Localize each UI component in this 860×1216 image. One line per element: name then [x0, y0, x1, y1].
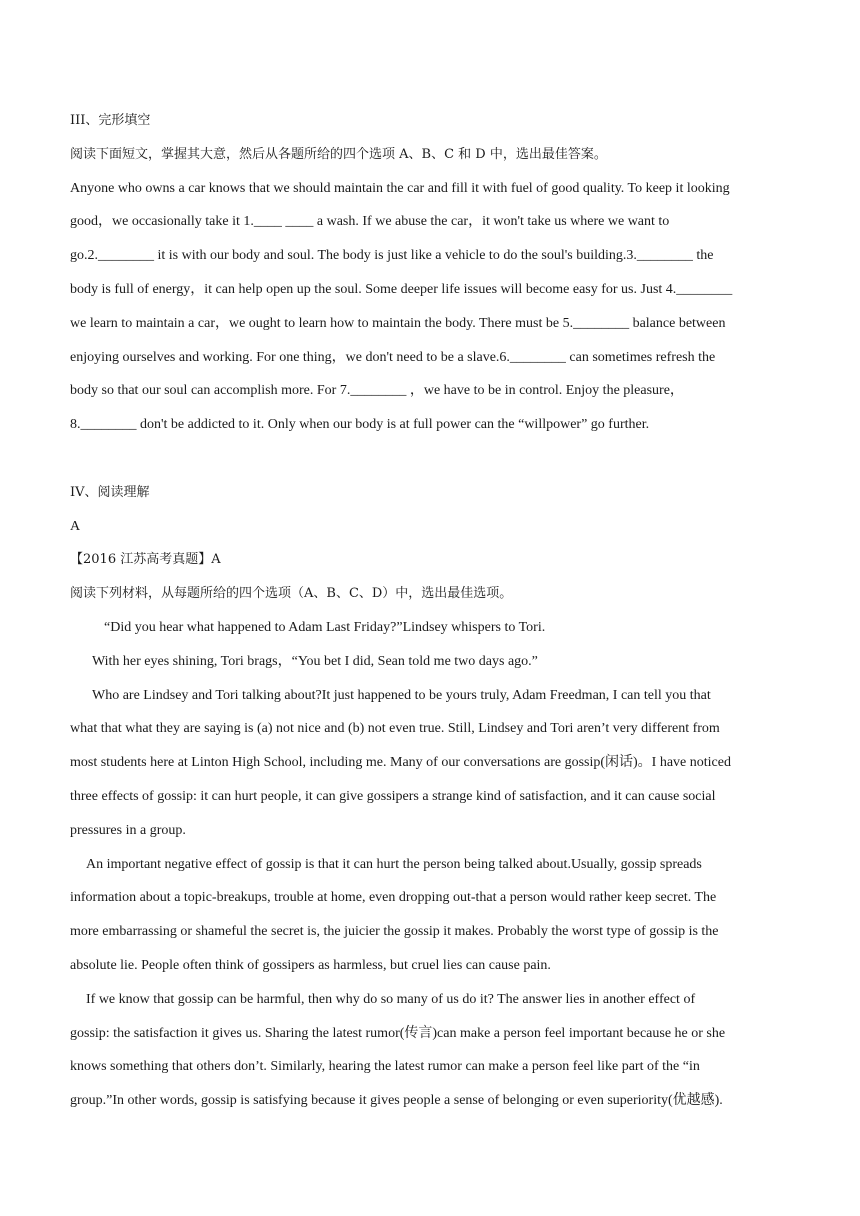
- dialogue-line-1: “Did you hear what happened to Adam Last Friday?”Lindsey whispers to Tori.: [104, 619, 546, 635]
- cloze-line: good，we occasionally take it 1.____ ____ a wash. If we abuse the car，it won't take us where we want to: [70, 214, 670, 230]
- reading-paragraph-2: [70, 848, 790, 983]
- paragraph-line: more embarrassing or shameful the secret is, the juicier the gossip it makes. Probably the worst type of gossip is the: [70, 924, 719, 940]
- section-heading-reading: IV、阅读理解: [70, 484, 150, 500]
- cloze-line: go.2.________ it is with our body and soul. The body is just like a vehicle to do the soul's building.3.________ the: [70, 248, 714, 264]
- cloze-passage: [70, 172, 790, 442]
- paragraph-line: knows something that others don’t. Similarly, hearing the latest rumor can make a person feel like part of the “in: [70, 1059, 700, 1075]
- cloze-instruction: 阅读下面短文，掌握其大意，然后从各题所给的四个选项 A、B、C 和 D 中，选出最佳答案。: [70, 146, 607, 162]
- document-page: [70, 104, 790, 1118]
- paragraph-line: absolute lie. People often think of gossipers as harmless, but cruel lies can cause pain.: [70, 957, 551, 973]
- paragraph-line: If we know that gossip can be harmful, then why do so many of us do it? The answer lies in another effect of: [86, 991, 696, 1007]
- section-heading-cloze: III、完形填空: [70, 113, 151, 128]
- paragraph-line: gossip: the satisfaction it gives us. Sharing the latest rumor(传言)can make a person feel important because he or she: [70, 1025, 726, 1041]
- paragraph-line: Who are Lindsey and Tori talking about?It just happened to be yours truly, Adam Freedman, I can tell you that: [92, 687, 711, 703]
- paragraph-line: pressures in a group.: [70, 822, 186, 838]
- cloze-line: body is full of energy，it can help open up the soul. Some deeper life issues will become easy for us. Just 4.________: [70, 281, 733, 297]
- paragraph-line: An important negative effect of gossip is that it can hurt the person being talked about.Usually, gossip spreads: [86, 856, 702, 872]
- paragraph-line: three effects of gossip: it can hurt people, it can give gossipers a strange kind of satisfaction, and it can cause social: [70, 788, 716, 804]
- cloze-line: 8.________ don't be addicted to it. Only when our body is at full power can the “willpower” go further.: [70, 417, 650, 433]
- cloze-line: we learn to maintain a car，we ought to learn how to maintain the body. There must be 5.________ balance between: [70, 315, 726, 331]
- paragraph-line: most students here at Linton High School, including me. Many of our conversations are gossip(闲话)。I have noticed: [70, 755, 731, 771]
- cloze-line: enjoying ourselves and working. For one thing，we don't need to be a slave.6.________ can sometimes refresh the: [70, 349, 716, 365]
- paragraph-line: group.”In other words, gossip is satisfying because it gives people a sense of belonging or even superiority(优越感).: [70, 1093, 723, 1109]
- cloze-line: Anyone who owns a car knows that we should maintain the car and fill it with fuel of good quality. To keep it looking: [70, 180, 730, 196]
- reading-paragraph-3: [70, 983, 790, 1118]
- paragraph-line: what that what they are saying is (a) not nice and (b) not even true. Still, Lindsey and Tori aren’t very different from: [70, 721, 720, 737]
- reading-part-label: A: [70, 518, 81, 534]
- reading-source: 【2016 江苏高考真题】A: [70, 552, 221, 568]
- cloze-line: body so that our soul can accomplish more. For 7.________ ，we have to be in control. Enjoy the pleasure，: [70, 383, 684, 399]
- reading-paragraph-1: [70, 679, 790, 848]
- paragraph-line: information about a topic-breakups, trouble at home, even dropping out-that a person would rather keep secret. The: [70, 890, 717, 906]
- dialogue-line-2: With her eyes shining, Tori brags，“You bet I did, Sean told me two days ago.”: [92, 653, 538, 669]
- reading-instruction: 阅读下列材料，从每题所给的四个选项（A、B、C、D）中，选出最佳选项。: [70, 586, 513, 602]
